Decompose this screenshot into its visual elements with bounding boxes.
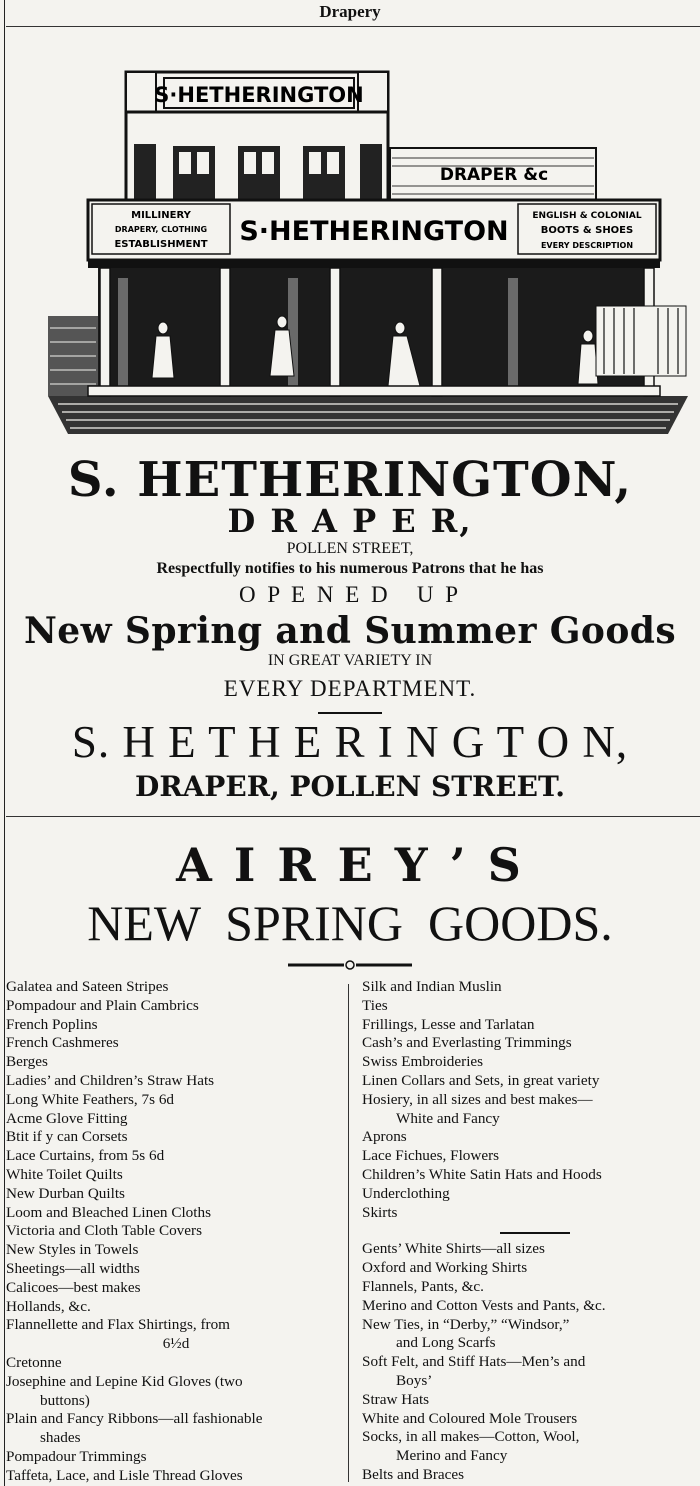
list-item: White Toilet Quilts [6,1165,123,1183]
list-item-continuation: Merino and Fancy [396,1447,508,1465]
list-item: Pompadour Trimmings [6,1447,147,1465]
list-item: Flannels, Pants, &c. [362,1277,484,1295]
list-item: New Durban Quilts [6,1184,125,1202]
list-item: French Cashmeres [6,1034,119,1052]
list-item: French Poplins [6,1015,98,1033]
fascia-center-text: S·HETHERINGTON [239,216,509,247]
left-column [6,978,346,1486]
ad2-subtitle: NEW SPRING GOODS. [87,895,613,951]
section-title: Drapery [319,2,381,21]
list-item: Aprons [362,1128,407,1146]
list-item: New Ties, in “Derby,” “Windsor,” [362,1315,570,1333]
list-item: Sheetings—all widths [6,1259,140,1277]
list-item: Pompadour and Plain Cambrics [6,996,199,1014]
list-item: Ladies’ and Children’s Straw Hats [6,1071,215,1089]
list-item: Ties [362,996,388,1014]
list-item-continuation: and Long Scarfs [396,1334,496,1352]
list-item: Calicoes—best makes [6,1278,141,1296]
list-item: New Styles in Towels [6,1241,139,1259]
list-item: Josephine and Lepine Kid Gloves (two [6,1372,243,1390]
list-item: Gents’ White Shirts—all sizes [362,1240,545,1258]
ad1-trade: D R A P E R, [227,502,473,540]
list-item: Taffeta, Lace, and Lisle Thread Gloves [6,1466,243,1484]
ad1-department: EVERY DEPARTMENT. [223,676,477,701]
fascia-left-line-2: DRAPERY, CLOTHING [114,225,208,234]
list-item: Berges [6,1053,48,1071]
fascia-right-line-1: ENGLISH & COLONIAL [532,211,642,221]
list-item: Flannellette and Flax Shirtings, from [6,1316,230,1334]
list-item: Btit if y can Corsets [6,1128,128,1146]
ad1-opened: O P E N E D U P [238,582,462,607]
list-item: Galatea and Sateen Stripes [6,978,169,995]
list-item: Acme Glove Fitting [6,1109,128,1127]
list-item: Swiss Embroideries [362,1053,484,1071]
list-item: White and Coloured Mole Trousers [362,1409,578,1427]
list-item: Belts and Braces [362,1465,465,1483]
list-item: Long White Feathers, 7s 6d [6,1090,175,1108]
list-item-continuation: 6½d [162,1335,190,1353]
list-item: Lace Fichues, Flowers [362,1147,500,1165]
fascia-right-line-2: BOOTS & SHOES [540,225,634,236]
list-item: Hosiery, in all sizes and best makes— [362,1090,593,1108]
list-item: Lace Curtains, from 5s 6d [6,1147,165,1165]
ad1-headline: New Spring and Summer Goods [24,610,676,652]
parapet-sign-text: S·HETHERINGTON [154,83,364,107]
ad1-name-repeat: S. H E T H E R I N G T O N, [71,717,629,767]
column-divider [348,984,349,1482]
fascia-right-line-3: EVERY DESCRIPTION [540,241,634,250]
ad1-variety: IN GREAT VARIETY IN [267,652,433,669]
list-item: Cash’s and Everlasting Trimmings [362,1034,572,1052]
right-column-divider [500,1232,570,1234]
list-item: Victoria and Cloth Table Covers [6,1222,202,1240]
list-item: Children’s White Satin Hats and Hoods [362,1165,602,1183]
ad-separator-rule [6,816,700,817]
header-rule [6,26,700,27]
ad1-name: S. HETHERINGTON, [67,452,633,508]
list-item: Skirts [362,1203,398,1221]
list-item-continuation: shades [40,1429,81,1447]
fascia-left-line-1: MILLINERY [131,210,191,221]
list-item-continuation: Boys’ [396,1371,433,1389]
list-item: Socks, in all makes—Cotton, Wool, [362,1428,580,1446]
list-item: Frillings, Lesse and Tarlatan [362,1015,535,1033]
list-item: Plain and Fancy Ribbons—all fashionable [6,1410,263,1428]
ad1-subline: DRAPER, POLLEN STREET. [135,770,565,803]
list-item: Silk and Indian Muslin [362,978,502,995]
list-item: Cretonne [6,1353,62,1371]
list-item: Oxford and Working Shirts [362,1259,528,1277]
list-item: Underclothing [362,1184,450,1202]
ad1-address: POLLEN STREET, [286,540,414,557]
right-column [362,978,698,1485]
fascia-left-line-3: ESTABLISHMENT [114,239,208,250]
ad1-notice: Respectfully notifies to his numerous Patrons that he has [156,560,544,577]
right-column-spacer [362,1222,698,1240]
ornamental-divider [288,958,412,972]
list-item: Merino and Cotton Vests and Pants, &c. [362,1296,606,1314]
list-item: Straw Hats [362,1390,430,1408]
storefront-illustration [48,66,688,434]
ad2-title: A I R E Y ’ S [176,838,524,892]
list-item-continuation: buttons) [40,1391,90,1409]
list-item-continuation: White and Fancy [396,1109,500,1127]
ad1-divider [318,712,382,714]
side-sign-text: DRAPER &c [439,165,549,185]
list-item: Soft Felt, and Stiff Hats—Men’s and [362,1353,586,1371]
list-item: Loom and Bleached Linen Cloths [6,1203,211,1221]
list-item: Linen Collars and Sets, in great variety [362,1071,600,1089]
list-item: Hollands, &c. [6,1297,91,1315]
